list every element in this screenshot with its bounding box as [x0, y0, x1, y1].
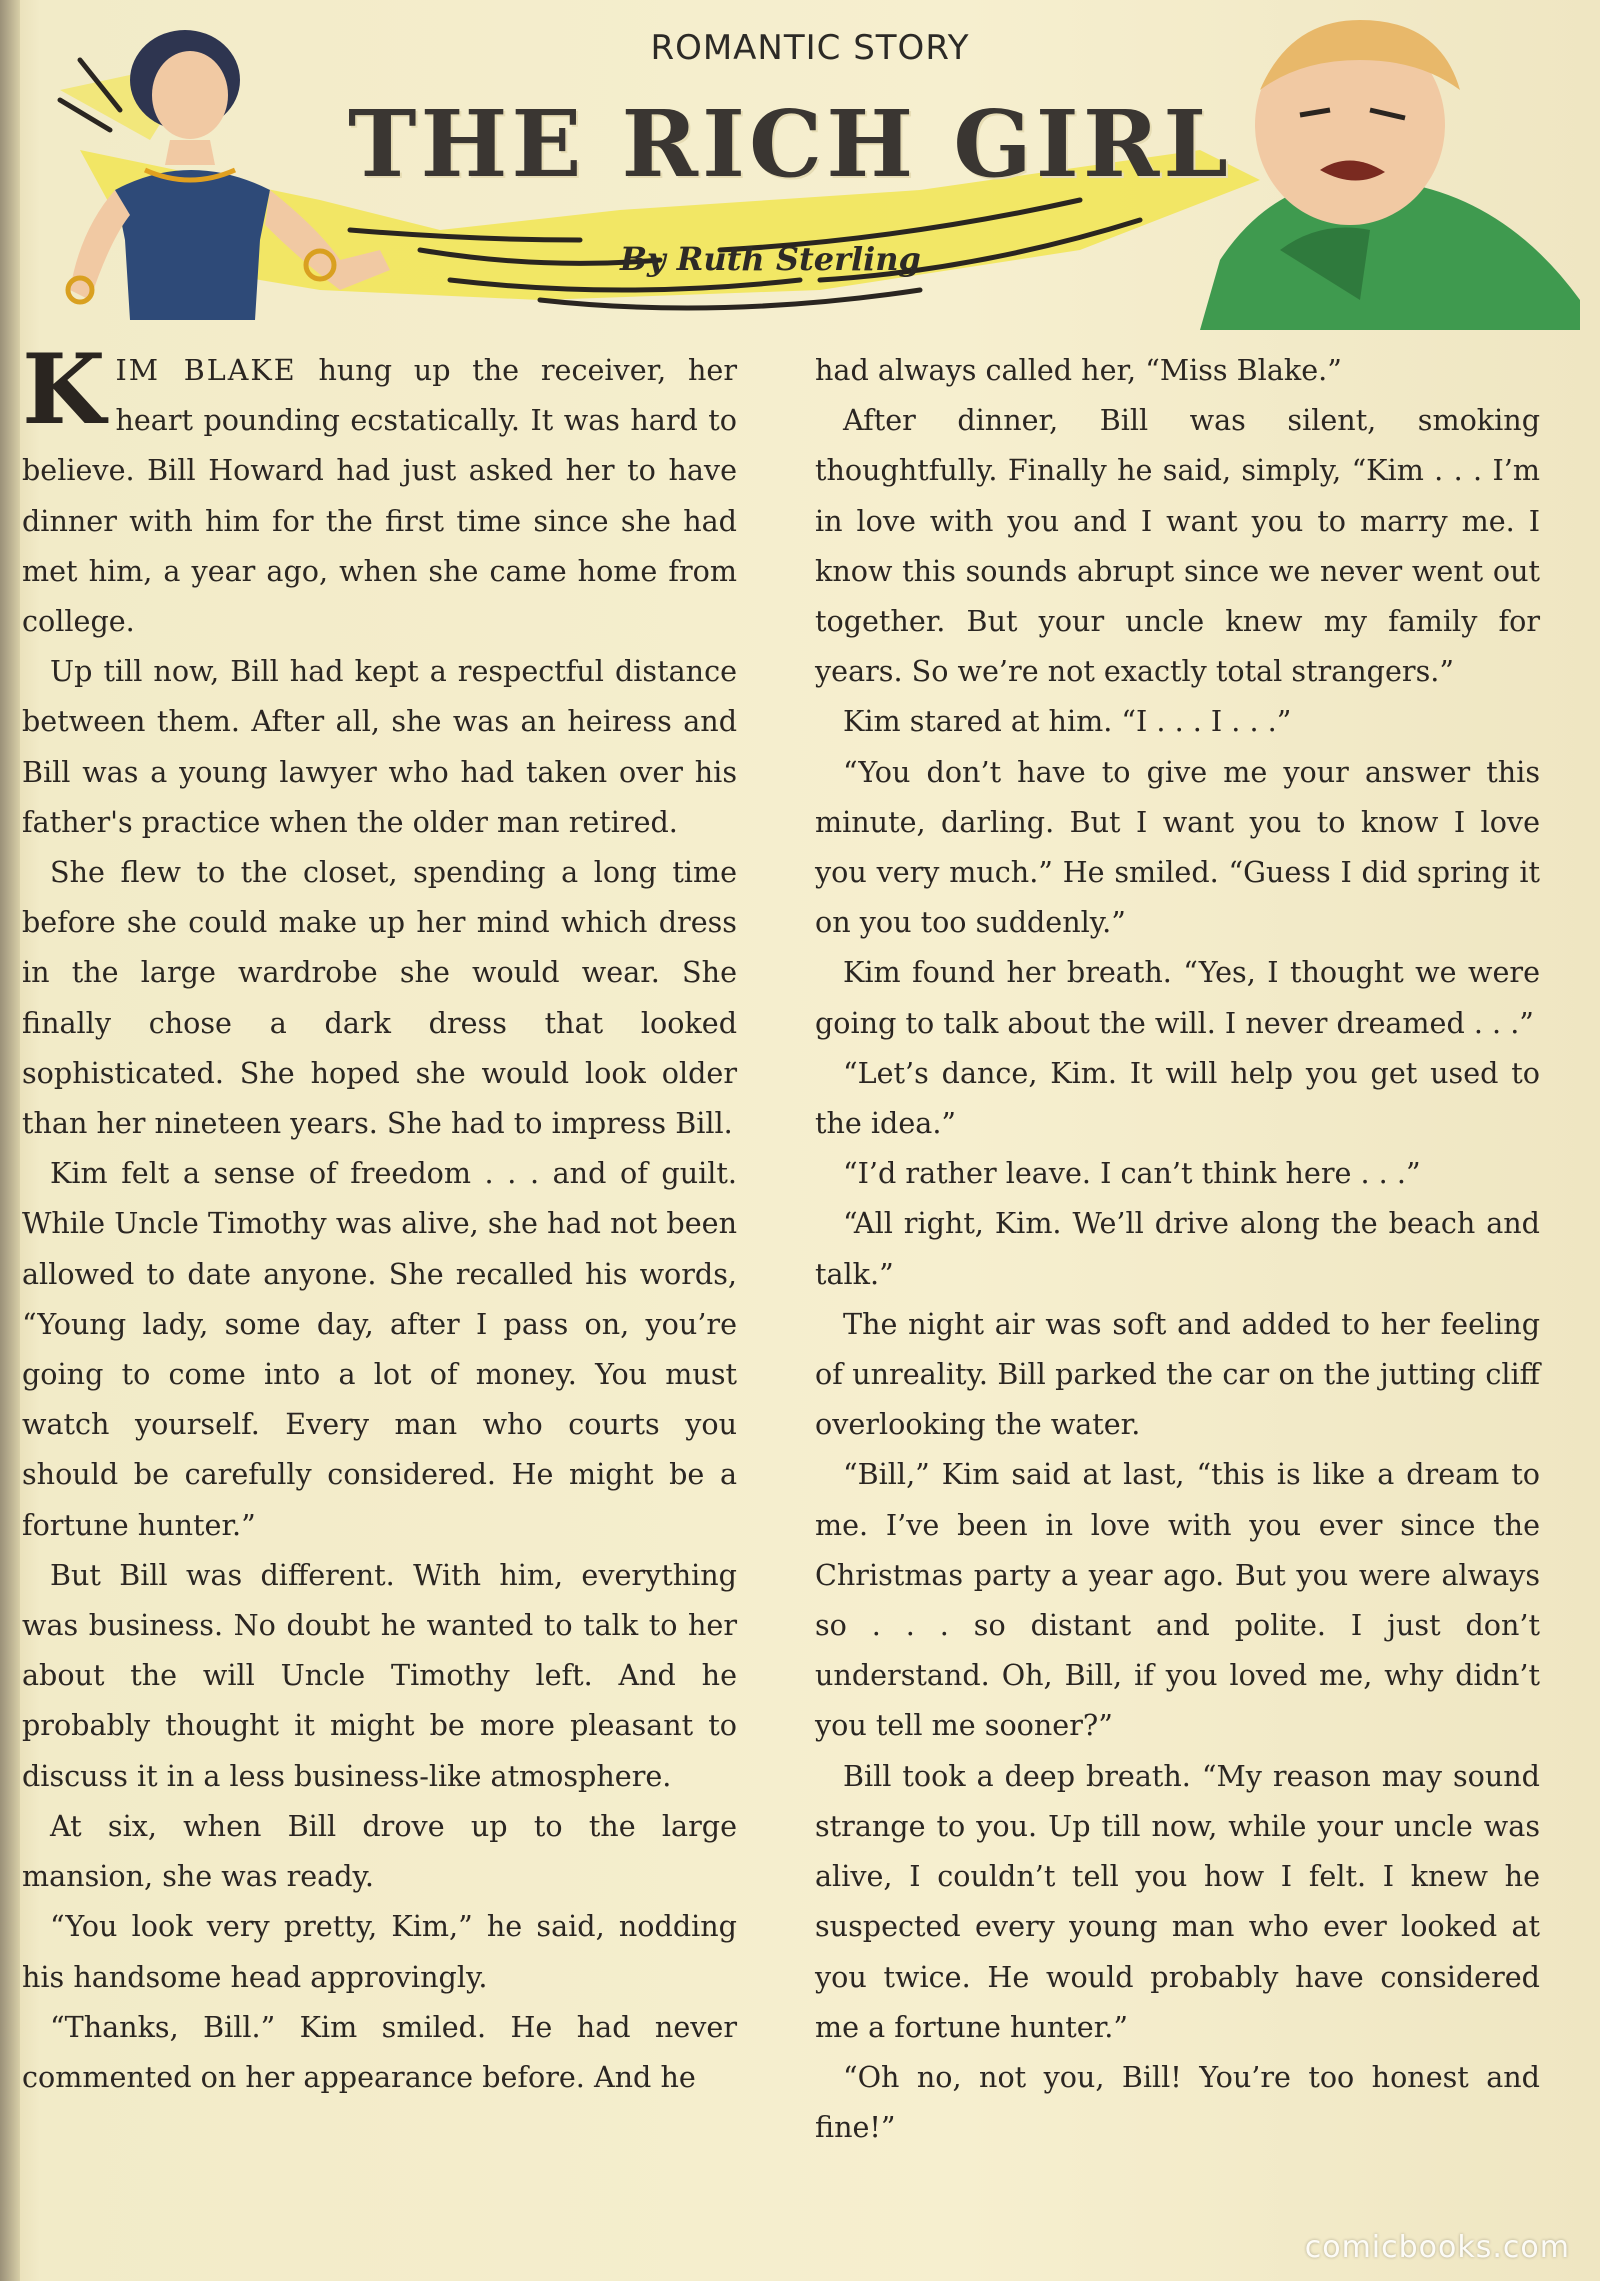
paragraph: “You look very pretty, Kim,” he said, nodding his handsome head approvingly. [22, 1909, 737, 1994]
text-column-right [815, 345, 1540, 2152]
paragraph: “Bill,” Kim said at last, “this is like a dream to me. I’ve been in love with you ever since the Christmas party a year ago. But you were always so . . . so distant and polite. I just don’t understand. Oh, Bill, if you loved me, why didn’t you tell me sooner?” [815, 1457, 1540, 1743]
paragraph: Kim stared at him. “I . . . I . . .” [843, 704, 1292, 739]
story-byline: By Ruth Sterling [620, 240, 921, 278]
site-watermark: comicbooks.com [1304, 2230, 1570, 2265]
paragraph: “I’d rather leave. I can’t think here . . .” [843, 1156, 1421, 1191]
paragraph: Up till now, Bill had kept a respectful distance between them. After all, she was an heiress and Bill was a young lawyer who had taken over his father's practice when the older man retired. [22, 654, 737, 839]
story-kicker: ROMANTIC STORY [650, 28, 970, 68]
paragraph: Kim felt a sense of freedom . . . and of guilt. While Uncle Timothy was alive, she had not been allowed to date anyone. She recalled his words, “Young lady, some day, after I pass on, you’re going to come into a lot of money. You must watch yourself. Every man who courts you should be carefully considered. He might be a fortune hunter.” [22, 1156, 737, 1542]
paragraph: Kim found her breath. “Yes, I thought we were going to talk about the will. I never dreamed . . .” [815, 955, 1540, 1040]
paragraph-text: hung up the receiver, her heart pounding ecstatically. It was hard to believe. Bill Howard had just asked her to have dinner with him for the first time since she had met him, a year ago, when she came home from college. [22, 353, 738, 639]
paragraph: She flew to the closet, spending a long time before she could make up her mind which dress in the large wardrobe she would wear. She finally chose a dark dress that looked sophisticated. She hoped she would look older than her nineteen years. She had to impress Bill. [22, 855, 737, 1141]
lead-words: IM BLAKE [115, 353, 297, 387]
page-spine-shadow [0, 0, 20, 2281]
paragraph: At six, when Bill drove up to the large mansion, she was ready. [22, 1808, 737, 1894]
paragraph: “Let’s dance, Kim. It will help you get used to the idea.” [815, 1055, 1540, 1141]
paragraph: “All right, Kim. We’ll drive along the beach and talk.” [815, 1206, 1540, 1291]
story-header [20, 0, 1600, 350]
paragraph: had always called her, “Miss Blake.” [815, 353, 1342, 387]
paragraph: After dinner, Bill was silent, smoking thoughtfully. Finally he said, simply, “Kim . . . I’m in love with you and I want you to marry me. I know this sounds abrupt since we never went out together. But your uncle knew my family for years. So we’re not exactly total strangers.” [815, 403, 1540, 689]
paragraph: “You don’t have to give me your answer this minute, darling. But I want you to know I love you very much.” He smiled. “Guess I did spring it on you too suddenly.” [815, 754, 1540, 940]
paragraph: “Thanks, Bill.” Kim smiled. He had never commented on her appearance before. And he [22, 2009, 737, 2094]
drop-cap: K [22, 333, 106, 446]
story-title: THE RICH GIRL [348, 90, 1232, 198]
paragraph: Bill took a deep breath. “My reason may sound strange to you. Up till now, while your uncle was alive, I couldn’t tell you how I felt. I knew he suspected every young man who ever looked at you twice. He would probably have considered me a fortune hunter.” [815, 1758, 1540, 2044]
text-column-left [22, 333, 738, 2102]
paragraph: “Oh no, not you, Bill! You’re too honest and fine!” [815, 2059, 1540, 2145]
paragraph [22, 333, 738, 646]
paragraph: But Bill was different. With him, everything was business. No doubt he wanted to talk to her about the will Uncle Timothy left. And he probably thought it might be more pleasant to discuss it in a less business-like atmosphere. [22, 1557, 737, 1793]
paragraph: The night air was soft and added to her feeling of unreality. Bill parked the car on the jutting cliff overlooking the water. [815, 1306, 1540, 1442]
